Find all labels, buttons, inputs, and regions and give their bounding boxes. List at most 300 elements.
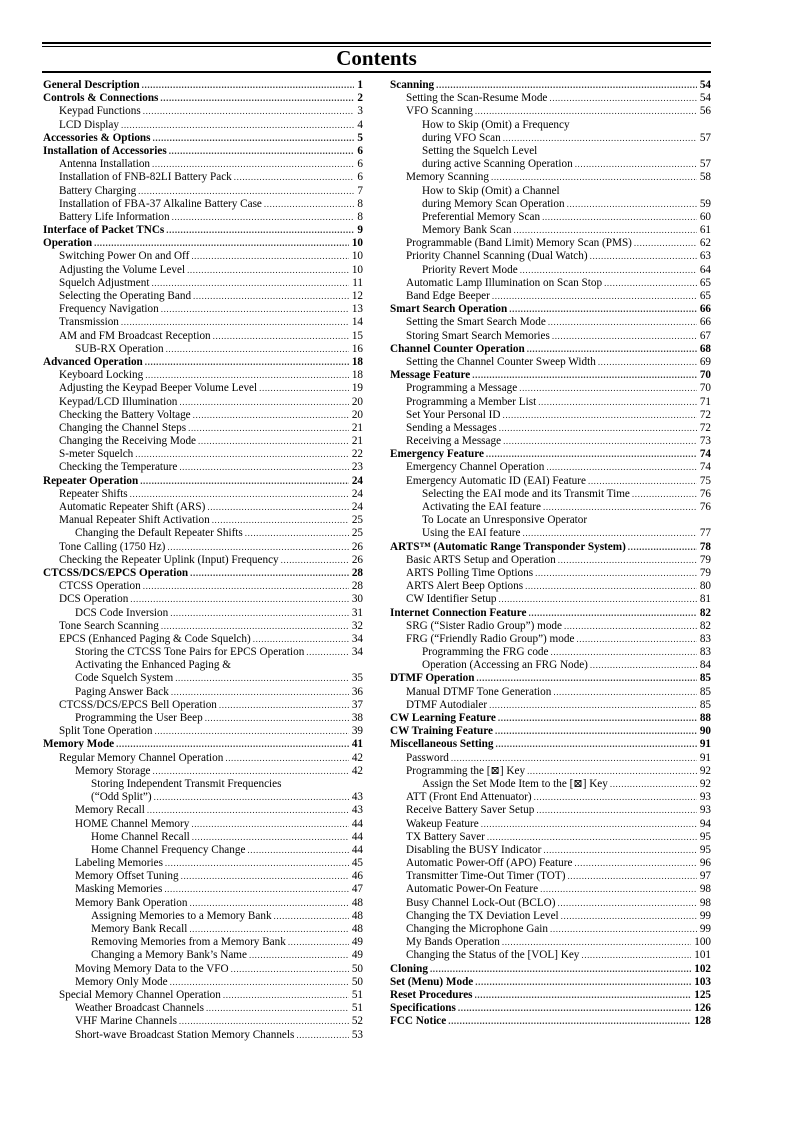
toc-entry-page: 59	[699, 197, 711, 210]
toc-entry[interactable]	[390, 963, 711, 976]
toc-entry[interactable]	[390, 883, 711, 896]
toc-entry-title: ATT (Front End Attenuator)	[406, 791, 532, 804]
toc-entry-title: Repeater Operation	[43, 474, 139, 487]
toc-entry-title: Switching Power On and Off	[59, 250, 190, 263]
toc-entry[interactable]	[390, 1015, 711, 1028]
toc-entry[interactable]	[390, 145, 711, 158]
dot-leader	[486, 448, 697, 461]
toc-entry-title: Miscellaneous Setting	[390, 738, 494, 751]
toc-entry[interactable]	[390, 699, 711, 712]
toc-entry[interactable]	[43, 158, 363, 171]
dot-leader	[188, 422, 349, 435]
toc-entry[interactable]	[390, 541, 711, 554]
dot-leader	[430, 963, 691, 976]
toc-entry[interactable]	[390, 949, 711, 962]
toc-entry-title: HOME Channel Memory	[75, 817, 190, 830]
toc-entry-title: Emergency Feature	[390, 448, 484, 461]
toc-entry[interactable]	[390, 92, 711, 105]
toc-entry-title: Set Your Personal ID	[406, 408, 501, 421]
toc-entry-page: 93	[699, 791, 711, 804]
toc-entry[interactable]	[43, 488, 363, 501]
toc-entry-title: CW Identifier Setup	[406, 593, 497, 606]
toc-entry-title: Battery Charging	[59, 184, 137, 197]
toc-entry-page: 74	[699, 461, 711, 474]
toc-entry[interactable]	[390, 936, 711, 949]
toc-entry[interactable]	[43, 396, 363, 409]
toc-entry[interactable]	[43, 290, 363, 303]
toc-entry[interactable]	[43, 686, 363, 699]
toc-entry[interactable]	[43, 224, 363, 237]
toc-entry-page: 67	[699, 329, 711, 342]
toc-entry[interactable]	[390, 1002, 711, 1015]
toc-entry[interactable]	[390, 316, 711, 329]
toc-entry-page: 6	[357, 144, 363, 157]
toc-entry[interactable]	[43, 475, 363, 488]
toc-entry-page: 21	[351, 435, 363, 448]
toc-entry[interactable]	[43, 250, 363, 263]
toc-entry[interactable]	[43, 672, 363, 685]
toc-entry[interactable]	[43, 461, 363, 474]
toc-entry-title: Moving Memory Data to the VFO	[75, 962, 229, 975]
toc-entry[interactable]	[43, 105, 363, 118]
toc-entry-page: 101	[694, 949, 711, 962]
toc-entry[interactable]	[43, 883, 363, 896]
toc-entry-title: Checking the Repeater Uplink (Input) Frequency	[59, 553, 279, 566]
toc-entry-page: 16	[351, 342, 363, 355]
toc-entry-page: 49	[351, 936, 363, 949]
dot-leader	[502, 936, 691, 949]
toc-entry[interactable]	[43, 448, 363, 461]
toc-entry[interactable]	[43, 897, 363, 910]
toc-entry-title: Receive Battery Saver Setup	[406, 804, 535, 817]
toc-entry-title: VFO Scanning	[406, 105, 473, 118]
dot-leader	[116, 738, 349, 751]
toc-entry[interactable]	[390, 119, 711, 132]
toc-entry[interactable]	[390, 435, 711, 448]
toc-entry-page: 65	[699, 276, 711, 289]
toc-entry[interactable]	[43, 818, 363, 831]
toc-entry[interactable]	[43, 79, 363, 92]
toc-entry[interactable]	[390, 237, 711, 250]
toc-entry-title: Removing Memories from a Memory Bank	[91, 936, 286, 949]
toc-entry[interactable]	[43, 92, 363, 105]
toc-entry[interactable]	[43, 712, 363, 725]
toc-entry[interactable]	[390, 330, 711, 343]
dot-leader	[206, 1002, 349, 1015]
toc-entry[interactable]	[390, 369, 711, 382]
dot-leader	[527, 343, 697, 356]
toc-entry-page: 18	[351, 355, 363, 368]
toc-entry-page: 46	[351, 870, 363, 883]
toc-entry-title: Storing Smart Search Memories	[406, 329, 550, 342]
toc-entry-page: 31	[351, 606, 363, 619]
toc-entry[interactable]	[390, 989, 711, 1002]
toc-entry-title: Sending a Messages	[406, 421, 497, 434]
toc-entry[interactable]	[43, 949, 363, 962]
toc-entry[interactable]	[390, 804, 711, 817]
toc-entry[interactable]	[43, 659, 363, 672]
toc-entry[interactable]	[390, 923, 711, 936]
toc-entry-page: 91	[699, 738, 711, 751]
toc-entry[interactable]	[390, 633, 711, 646]
toc-entry[interactable]	[43, 237, 363, 250]
toc-entry-title: Selecting the Operating Band	[59, 290, 192, 302]
toc-entry-title: Weather Broadcast Channels	[75, 1002, 204, 1015]
toc-entry[interactable]	[43, 264, 363, 277]
toc-entry[interactable]	[43, 725, 363, 738]
toc-entry[interactable]	[43, 356, 363, 369]
toc-entry-page: 5	[357, 131, 363, 144]
toc-left-column	[43, 79, 363, 1042]
toc-entry-page: 22	[351, 448, 363, 461]
toc-entry[interactable]	[390, 646, 711, 659]
toc-entry[interactable]	[43, 330, 363, 343]
dot-leader	[145, 369, 349, 382]
toc-entry[interactable]	[43, 936, 363, 949]
toc-entry[interactable]	[43, 765, 363, 778]
toc-entry-page: 99	[699, 923, 711, 935]
toc-entry[interactable]	[43, 857, 363, 870]
toc-entry-page: 2	[357, 92, 363, 105]
toc-entry[interactable]	[390, 897, 711, 910]
toc-entry[interactable]	[390, 527, 711, 540]
toc-entry-page: 65	[699, 290, 711, 302]
toc-entry[interactable]	[390, 501, 711, 514]
toc-entry-page: 60	[699, 210, 711, 223]
toc-entry-title: CW Learning Feature	[390, 712, 496, 724]
toc-entry[interactable]	[390, 686, 711, 699]
toc-entry[interactable]	[43, 567, 363, 580]
dot-leader	[489, 699, 697, 712]
toc-entry[interactable]	[43, 963, 363, 976]
dot-leader	[519, 382, 697, 395]
toc-entry[interactable]	[43, 145, 363, 158]
toc-entry[interactable]	[390, 870, 711, 883]
toc-entry[interactable]	[43, 382, 363, 395]
dot-leader	[147, 804, 349, 817]
toc-entry-title: FRG (“Friendly Radio Group”) mode	[406, 632, 575, 645]
toc-entry-title: Transmission	[59, 316, 119, 329]
toc-entry-title: Programming the User Beep	[75, 712, 203, 724]
dot-leader	[475, 105, 697, 118]
toc-entry[interactable]	[390, 409, 711, 422]
toc-entry[interactable]	[390, 356, 711, 369]
toc-entry[interactable]	[390, 818, 711, 831]
toc-entry[interactable]	[390, 158, 711, 171]
toc-entry-title: EPCS (Enhanced Paging & Code Squelch)	[59, 632, 251, 645]
dot-leader	[502, 409, 696, 422]
toc-entry-title: Special Memory Channel Operation	[59, 988, 221, 1001]
toc-entry[interactable]	[43, 435, 363, 448]
toc-entry-title: Keyboard Locking	[59, 369, 144, 382]
toc-entry-page: 126	[694, 1002, 711, 1015]
dot-leader	[152, 158, 354, 171]
dot-leader	[187, 264, 349, 277]
dot-leader	[557, 897, 696, 910]
toc-entry[interactable]	[43, 791, 363, 804]
toc-entry[interactable]	[390, 659, 711, 672]
toc-entry-page: 49	[351, 949, 363, 962]
toc-entry[interactable]	[390, 264, 711, 277]
toc-entry[interactable]	[390, 791, 711, 804]
toc-entry[interactable]	[43, 870, 363, 883]
toc-entry[interactable]	[43, 132, 363, 145]
toc-entry[interactable]	[43, 198, 363, 211]
toc-entry[interactable]	[390, 672, 711, 685]
toc-entry[interactable]	[43, 303, 363, 316]
dot-leader	[543, 501, 697, 514]
dot-leader	[247, 844, 348, 857]
toc-entry[interactable]	[43, 527, 363, 540]
toc-entry-title: Cloning	[390, 962, 428, 975]
toc-entry[interactable]	[390, 593, 711, 606]
dot-leader	[288, 936, 349, 949]
toc-entry[interactable]	[390, 976, 711, 989]
dot-leader	[527, 765, 697, 778]
toc-entry[interactable]	[43, 738, 363, 751]
toc-entry-title: Setting the Channel Counter Sweep Width	[406, 355, 596, 368]
dot-leader	[549, 92, 696, 105]
toc-entry-title: Operation	[43, 237, 93, 250]
dot-leader	[249, 949, 349, 962]
toc-entry[interactable]	[390, 448, 711, 461]
toc-entry-page: 48	[351, 896, 363, 909]
toc-entry-page: 3	[357, 105, 363, 118]
toc-entry-page: 34	[351, 646, 363, 659]
toc-entry-title: Setting the Smart Search Mode	[406, 316, 546, 329]
top-rule	[42, 42, 711, 44]
toc-entry[interactable]	[390, 620, 711, 633]
toc-entry-page: 62	[699, 237, 711, 250]
dot-leader	[121, 316, 349, 329]
toc-entry-page: 52	[351, 1015, 363, 1028]
toc-entry[interactable]	[43, 620, 363, 633]
toc-entry-title: Keypad/LCD Illumination	[59, 395, 178, 408]
toc-entry-page: 54	[699, 92, 711, 105]
toc-entry-page: 47	[351, 883, 363, 896]
toc-entry-page: 79	[699, 553, 711, 566]
toc-entry[interactable]	[390, 290, 711, 303]
toc-entry-page: 77	[699, 527, 711, 540]
toc-entry-title: Automatic Power-Off (APO) Feature	[406, 857, 573, 870]
toc-entry[interactable]	[43, 211, 363, 224]
toc-entry[interactable]	[43, 1029, 363, 1042]
toc-entry[interactable]	[390, 396, 711, 409]
toc-entry[interactable]	[43, 119, 363, 132]
toc-entry-title: Adjusting the Keypad Beeper Volume Level	[59, 382, 258, 395]
toc-entry-title: Controls & Connections	[43, 92, 159, 105]
toc-entry[interactable]	[390, 778, 711, 791]
toc-entry[interactable]	[43, 804, 363, 817]
dot-leader	[550, 646, 696, 659]
toc-entry[interactable]	[390, 343, 711, 356]
toc-entry[interactable]	[390, 382, 711, 395]
toc-entry-title: Memory Bank Scan	[422, 224, 512, 237]
toc-entry[interactable]	[390, 171, 711, 184]
toc-entry[interactable]	[43, 1002, 363, 1015]
dot-leader	[94, 237, 349, 250]
toc-entry[interactable]	[43, 844, 363, 857]
toc-entry[interactable]	[43, 514, 363, 527]
toc-entry[interactable]	[43, 607, 363, 620]
toc-entry[interactable]	[43, 976, 363, 989]
dot-leader	[634, 237, 697, 250]
toc-entry-title: Password	[406, 751, 449, 764]
toc-entry[interactable]	[43, 277, 363, 290]
dot-leader	[154, 791, 349, 804]
toc-entry-title: CTCSS/DCS/EPCS Operation	[43, 566, 189, 579]
toc-entry[interactable]	[390, 857, 711, 870]
toc-entry[interactable]	[390, 765, 711, 778]
toc-entry[interactable]	[390, 250, 711, 263]
toc-entry-title: How to Skip (Omit) a Channel	[422, 184, 560, 197]
toc-entry-title: Programming a Member List	[406, 395, 537, 408]
toc-entry-page: 84	[699, 659, 711, 672]
toc-entry[interactable]	[390, 488, 711, 501]
dot-leader	[179, 461, 349, 474]
toc-entry-title: VHF Marine Channels	[75, 1015, 177, 1028]
toc-entry-page: 72	[699, 408, 711, 421]
toc-entry[interactable]	[390, 422, 711, 435]
toc-entry-title: Disabling the BUSY Indicator	[406, 843, 542, 856]
dot-leader	[171, 686, 349, 699]
dot-leader	[548, 316, 697, 329]
dot-leader	[306, 646, 349, 659]
toc-entry[interactable]	[43, 989, 363, 1002]
toc-entry[interactable]	[390, 105, 711, 118]
toc-entry-page: 82	[699, 619, 711, 632]
toc-entry-title: Operation (Accessing an FRG Node)	[422, 659, 588, 672]
toc-entry-page: 10	[351, 237, 363, 250]
toc-entry[interactable]	[43, 409, 363, 422]
toc-entry[interactable]	[390, 198, 711, 211]
toc-entry-page: 80	[699, 580, 711, 593]
toc-entry-page: 91	[699, 751, 711, 764]
dot-leader	[121, 119, 354, 132]
toc-entry-title: Repeater Shifts	[59, 487, 128, 500]
toc-entry[interactable]	[390, 910, 711, 923]
toc-entry-title: Regular Memory Channel Operation	[59, 751, 224, 764]
toc-entry-page: 10	[351, 263, 363, 276]
toc-entry[interactable]	[43, 501, 363, 514]
toc-entry[interactable]	[43, 646, 363, 659]
dot-leader	[154, 725, 348, 738]
toc-entry-page: 24	[351, 474, 363, 487]
toc-entry[interactable]	[43, 699, 363, 712]
toc-entry-title: Memory Bank Recall	[91, 923, 188, 935]
toc-entry[interactable]	[43, 1015, 363, 1028]
toc-entry[interactable]	[43, 633, 363, 646]
toc-entry[interactable]	[43, 752, 363, 765]
toc-entry[interactable]	[43, 778, 363, 791]
dot-leader	[170, 607, 349, 620]
dot-leader	[604, 277, 697, 290]
dot-leader	[135, 448, 349, 461]
dot-leader	[499, 593, 697, 606]
toc-entry[interactable]	[390, 211, 711, 224]
toc-entry[interactable]	[390, 79, 711, 92]
dot-leader	[191, 818, 348, 831]
toc-entry[interactable]	[43, 910, 363, 923]
toc-entry-title: Transmitter Time-Out Timer (TOT)	[406, 870, 566, 883]
dot-leader	[553, 686, 696, 699]
toc-entry[interactable]	[390, 752, 711, 765]
toc-entry-title: Home Channel Frequency Change	[91, 843, 246, 856]
toc-entry[interactable]	[43, 171, 363, 184]
toc-entry[interactable]	[390, 554, 711, 567]
toc-entry-title: Storing the CTCSS Tone Pairs for EPCS Operation	[75, 646, 305, 659]
toc-entry[interactable]	[43, 831, 363, 844]
toc-entry[interactable]	[43, 554, 363, 567]
toc-entry-page: 39	[351, 725, 363, 738]
toc-entry-page: 78	[699, 540, 711, 553]
dot-leader	[231, 963, 349, 976]
toc-entry-title: Wakeup Feature	[406, 817, 479, 830]
toc-entry[interactable]	[390, 607, 711, 620]
toc-entry[interactable]	[390, 303, 711, 316]
toc-entry[interactable]	[390, 831, 711, 844]
toc-entry-page: 102	[694, 962, 711, 975]
toc-entry[interactable]	[390, 185, 711, 198]
toc-entry[interactable]	[390, 224, 711, 237]
toc-entry[interactable]	[390, 514, 711, 527]
toc-entry-page: 38	[351, 712, 363, 724]
toc-entry-title: Specifications	[390, 1002, 456, 1015]
toc-entry[interactable]	[390, 277, 711, 290]
toc-entry[interactable]	[43, 343, 363, 356]
toc-entry[interactable]	[390, 844, 711, 857]
toc-entry-page: 35	[351, 672, 363, 685]
toc-entry[interactable]	[390, 567, 711, 580]
toc-entry[interactable]	[43, 580, 363, 593]
dot-leader	[169, 145, 355, 158]
dot-leader	[564, 620, 697, 633]
dot-leader	[492, 290, 697, 303]
toc-entry[interactable]	[390, 461, 711, 474]
toc-entry[interactable]	[390, 712, 711, 725]
toc-entry[interactable]	[390, 580, 711, 593]
toc-entry[interactable]	[390, 738, 711, 751]
dot-leader	[198, 435, 349, 448]
dot-leader	[143, 105, 355, 118]
toc-entry[interactable]	[43, 593, 363, 606]
dot-leader	[598, 356, 697, 369]
toc-entry[interactable]	[43, 422, 363, 435]
toc-entry-page: 44	[351, 843, 363, 856]
toc-entry-title: Changing a Memory Bank’s Name	[91, 949, 247, 962]
toc-entry[interactable]	[43, 316, 363, 329]
toc-entry-page: 85	[699, 698, 711, 711]
dot-leader	[165, 857, 349, 870]
toc-entry[interactable]	[43, 541, 363, 554]
toc-entry[interactable]	[390, 475, 711, 488]
toc-entry[interactable]	[43, 185, 363, 198]
toc-entry[interactable]	[390, 132, 711, 145]
toc-entry-page: 24	[351, 487, 363, 500]
toc-entry[interactable]	[390, 725, 711, 738]
toc-entry[interactable]	[43, 369, 363, 382]
toc-entry[interactable]	[43, 923, 363, 936]
toc-entry-page: 66	[699, 316, 711, 329]
toc-entry-title: ARTS™ (Automatic Range Transponder System)	[390, 540, 626, 553]
toc-entry-page: 85	[699, 672, 711, 685]
dot-leader	[181, 870, 349, 883]
toc-entry-page: 42	[351, 751, 363, 764]
toc-entry-title: DCS Code Inversion	[75, 606, 169, 619]
toc-entry-page: 82	[699, 606, 711, 619]
toc-entry-title: Changing the Status of the [VOL] Key	[406, 949, 580, 962]
dot-leader	[628, 541, 697, 554]
